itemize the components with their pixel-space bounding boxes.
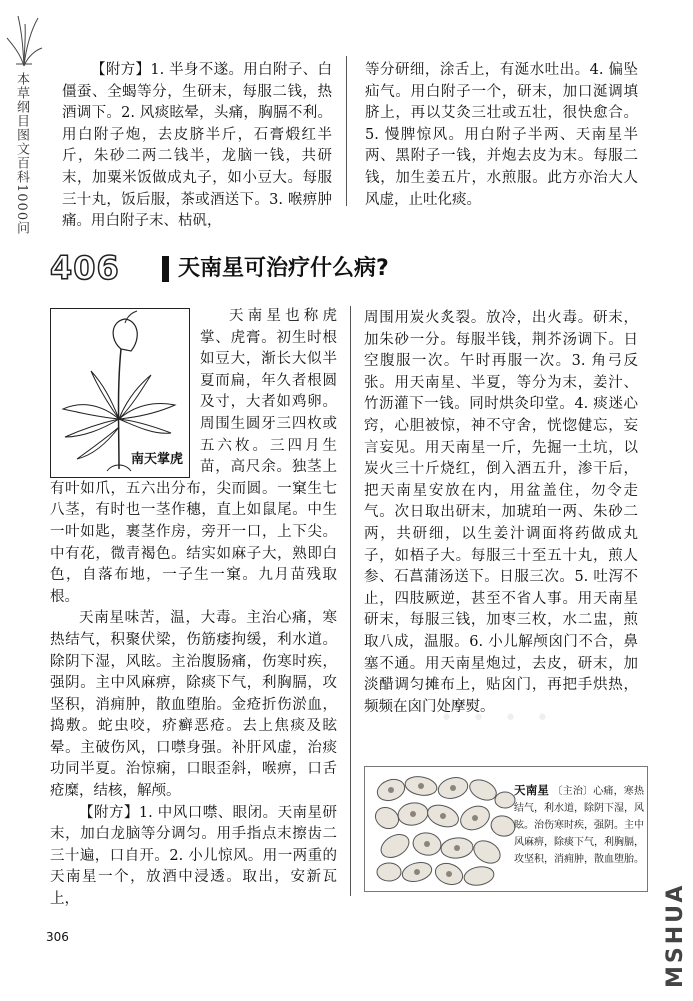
prescription-continued: 周围用炭火炙裂。放冷，出火毒。研末，加朱砂一分。每服半钱，荆芥汤调下。日空腹服一次。午时再服一次。3. 角弓反张。用天南星、半夏，等分为末，姜汁、竹沥灌下一钱。同时烘灸印堂。4. 痰迷心窍，心胆被惊，神不守舍，恍惚健忘，妄言妄见。用天南星一斤，先掘一土坑，以炭火三十斤烧红，倒入酒五升，渗干后，把天南星安放在内，用盆盖住，勿令走气。次日取出研末，加琥珀一两、朱砂二两，共研细，以生姜汁调面将药做成丸子，如梧子大。每服三十至五十丸，煎人参、石菖蒲汤送下。日服三次。5. 吐泻不止，四肢厥逆，甚至不省人事。用天南星研末，每服三钱，加枣三枚，水二盅，煎取八成，温服。6. 小儿解颅囟门不合，鼻塞不通。用天南星炮过，去皮，研末，加淡醋调匀摊布上，贴囟门，再把手烘热，频频在囟门处摩熨。	[364, 310, 638, 715]
question-title: 天南星可治疗什么病?	[178, 256, 389, 281]
prescription-paragraph: 【附方】1. 中风口噤、眼闭。天南星研末，加白龙脑等分调匀。用手指点末擦齿二三十遍，口自开。2. 小儿惊风。用一两重的天南星一个，放酒中浸透。取出，安新瓦上，	[50, 804, 337, 908]
plant-illustration	[50, 308, 190, 478]
top-right-column	[365, 60, 638, 211]
top-right-text: 等分研细，涂舌上，有涎水吐出。4. 偏坠疝气。用白附子一个，研末，加口涎调填脐上，再以艾灸三壮或五壮，很快愈合。5. 慢脾惊风。用白附子半两、天南星半两、黑附子一钱，并炮去皮为末。每服二钱，加生姜五片，水煎服。此方亦治大人风虚，止吐化痰。	[365, 62, 638, 208]
caption-text: 〔主治〕心痛，寒热结气，利水道，除阴下湿，风眩。治伤寒时疾，强阴。主中风麻痹，除痰下气，利胸膈，攻坚积，消痈肿，散血堕胎。	[514, 786, 644, 865]
top-left-column	[62, 60, 332, 233]
column-divider	[350, 306, 351, 896]
book-title-vertical: 本草纲目图文百科1000问	[14, 72, 29, 236]
properties-paragraph: 天南星味苦，温，大毒。主治心痛，寒热结气，积聚伏梁，伤筋痿拘缓，利水道。除阴下湿，风眩。主治腹肠痛，伤寒时疾，强阴。主中风麻痹，除痰下气，利胸膈，攻坚积，消痈肿，散血堕胎。金疮折伤淤血，捣敷。蛇虫咬，疥癣恶疮。去上焦痰及眩晕。主破伤风，口噤身强。补肝风虚，治痰功同半夏。治惊痫，口眼歪斜，喉痹，口舌疮糜，结核，解颅。	[50, 610, 337, 800]
description-paragraph: 天南星也称虎掌、虎膏。初生时根如豆大，渐长大似半夏而扁，年久者根圆及寸，大者如鸡卵。周围生圆牙三四枚或五六枚。三四月生苗，高尺余。独茎上有叶如爪，五六出分布，尖而圆。一窠生七八茎，有时也一茎作穗，直上如鼠尾。中生一叶如匙，裹茎作房，旁开一口，上下尖。中有花，微青褐色。结实如麻子大，熟即白色，自落布地，一子生一窠。九月苗残取根。	[50, 308, 337, 605]
plant-sprig-icon	[4, 8, 44, 68]
caption-herb-name: 天南星	[514, 783, 550, 797]
photo-caption	[514, 782, 644, 868]
section-heading	[50, 250, 650, 290]
column-divider	[346, 56, 347, 206]
page-number: 306	[46, 930, 69, 944]
background-watermark: • • • •	[440, 706, 555, 731]
heading-bar	[162, 256, 169, 282]
question-number: 406	[50, 249, 120, 287]
tuber-slices-photo	[371, 770, 519, 888]
top-left-text: 【附方】1. 半身不遂。用白附子、白僵蚕、全蝎等分，生研末，每服二钱，热酒调下。2. 风痰眩晕，头痛，胸膈不利。用白附子炮，去皮脐半斤，石膏煅红半斤，朱砂二两二钱半，龙脑一钱，共研末，加粟米饭做成丸子，如小豆大。每服三十丸，饭后服，茶或酒送下。3. 喉痹肿痛。用白附子末、枯矾，	[62, 62, 332, 230]
illustration-label: 南天掌虎	[130, 452, 183, 467]
main-right-column	[364, 308, 638, 718]
corner-watermark: MSHUA	[663, 882, 688, 988]
